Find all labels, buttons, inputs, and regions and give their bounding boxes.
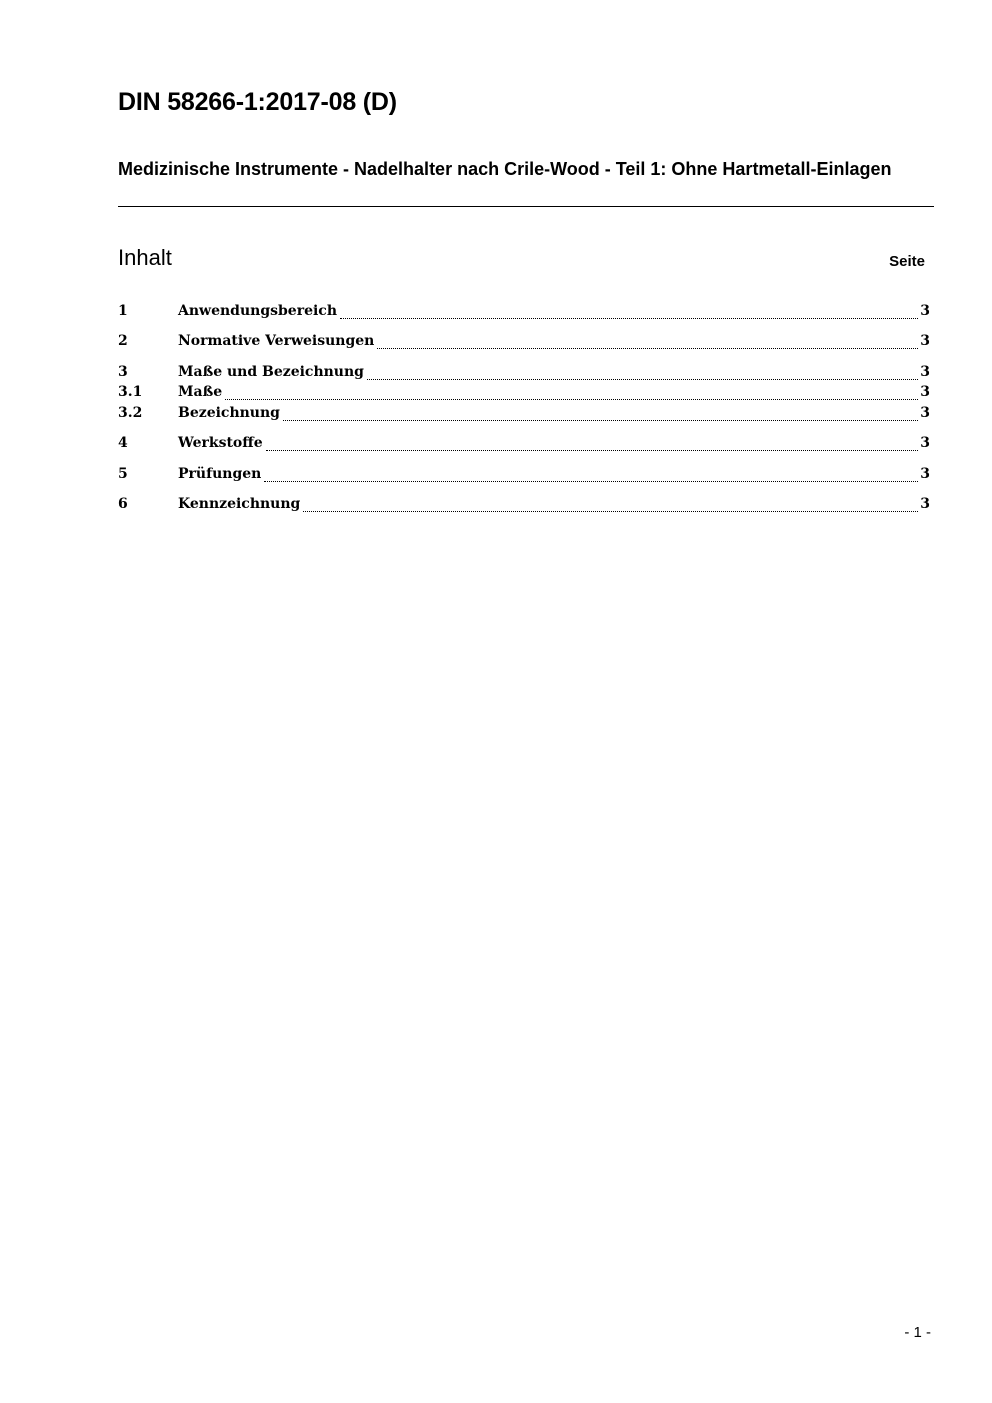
toc-entry-label: Anwendungsbereich (178, 303, 337, 319)
toc-entry-label: Kennzeichnung (178, 496, 301, 512)
toc-entry-label: Normative Verweisungen (178, 333, 375, 349)
toc-entry-label: Maße und Bezeichnung (178, 364, 364, 380)
toc-entry-label: Bezeichnung (178, 405, 280, 421)
toc-entry-label: Maße (178, 384, 223, 400)
toc-entry-number: 5 (118, 466, 128, 482)
title-divider (118, 206, 934, 207)
toc-entry-page: 3 (920, 333, 930, 349)
toc-entry-page: 3 (920, 496, 930, 512)
toc-entry[interactable] (118, 466, 930, 487)
toc-entry-label: Prüfungen (178, 466, 262, 482)
toc-entry-number: 2 (118, 333, 128, 349)
toc-dot-leader (367, 378, 918, 380)
toc-dot-leader (377, 347, 918, 349)
toc-entry-page: 3 (920, 405, 930, 421)
toc-dot-leader (303, 510, 918, 512)
document-id: DIN 58266-1:2017-08 (D) (118, 88, 397, 116)
toc-heading: Inhalt (118, 245, 172, 270)
toc-page-column-label: Seite (889, 253, 925, 270)
toc-entry-page: 3 (920, 435, 930, 451)
toc-entry-number: 3.1 (118, 384, 143, 400)
toc-entry-number: 3 (118, 364, 128, 380)
toc-entry-number: 3.2 (118, 405, 143, 421)
toc-entry[interactable] (118, 496, 930, 517)
toc-dot-leader (264, 480, 918, 482)
toc-entry-label: Werkstoffe (178, 435, 263, 451)
toc-entry[interactable] (118, 435, 930, 456)
toc-entry-page: 3 (920, 303, 930, 319)
toc-entry[interactable] (118, 405, 930, 426)
toc-entry-page: 3 (920, 364, 930, 380)
page-number: - 1 - (904, 1324, 931, 1341)
toc-entry-page: 3 (920, 384, 930, 400)
toc-dot-leader (283, 419, 918, 421)
toc-entry-page: 3 (920, 466, 930, 482)
toc-dot-leader (266, 449, 919, 451)
toc-dot-leader (340, 317, 918, 319)
toc-entry-number: 6 (118, 496, 128, 512)
toc-entry[interactable] (118, 364, 930, 385)
toc-entry[interactable] (118, 333, 930, 354)
toc-entry-number: 4 (118, 435, 128, 451)
toc-entry-number: 1 (118, 303, 128, 319)
toc-dot-leader (225, 398, 918, 400)
toc-entry[interactable] (118, 303, 930, 324)
document-title: Medizinische Instrumente - Nadelhalter nach Crile-Wood - Teil 1: Ohne Hartmetall-Einlagen (118, 159, 892, 179)
toc-entry[interactable] (118, 384, 930, 405)
